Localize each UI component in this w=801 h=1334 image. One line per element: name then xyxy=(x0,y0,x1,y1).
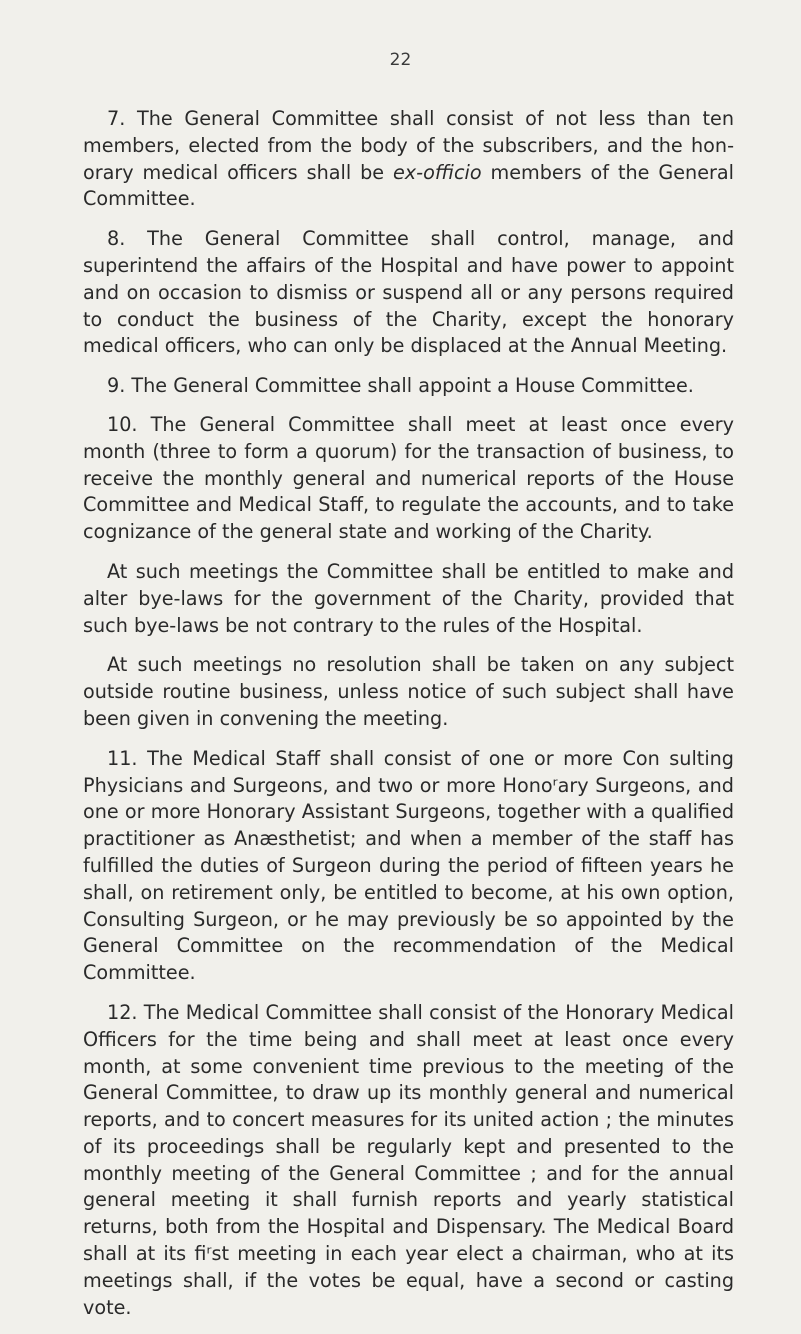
rule-9-paragraph: 9. The General Committee shall appoint a House Committee. xyxy=(107,374,694,398)
rule-10-bye-laws-paragraph: At such meetings the Committee shall be entitled to make and alter bye-laws for the government of the Charity, provided that such bye-laws be not contrary to the rules of the Hospital. xyxy=(83,559,734,637)
rule-12-paragraph: 12. The Medical Committee shall consist of the Honorary Medical Officers for the time being and shall meet at least once every month, at some convenient time previous to the meeting of the General Committee, to draw up its monthly general and numerical reports, and to concert measures for its united action ; the minutes of its proceedings shall be regularly kept and presented to the monthly meeting of the General Committee ; and for the annual general meeting it shall furnish reports and yearly statistical returns, both from the Hospital and Dispensary. The Medical Board shall at its fiʳst meeting in each year elect a chairman, who at its meetings shall, if the votes be equal, have a second or casting vote. xyxy=(83,1000,734,1319)
rule-11-paragraph: 11. The Medical Staff shall consist of one or more Con sulting Physicians and Surgeons, and two or more Honoʳary Surgeons, and one or more Honorary Assistant Surgeons, together with a qualified practitioner as Anæsthetist; and when a member of the staff has fulfilled the duties of Surgeon during the period of fifteen years he shall, on retirement only, be entitled to become, at his own option, Consulting Surgeon, or he may previously be so appointed by the General Committee on the recommendation of the Medical Committee. xyxy=(83,746,734,985)
rule-7-paragraph xyxy=(83,106,734,213)
rule-10-notice-paragraph: At such meetings no resolution shall be taken on any subject outside routine business, unless notice of such subject shall have been given in convening the meeting. xyxy=(83,653,734,730)
rule-8-paragraph: 8. The General Committee shall control, manage, and superintend the affairs of the Hospital and have power to appoint and on occasion to dismiss or suspend all or any persons required to conduct the business of the Charity, except the honorary medical officers, who can only be displaced at the Annual Meeting. xyxy=(83,227,734,358)
rule-10-paragraph: 10. The General Committee shall meet at least once every month (three to form a quorum) for the transaction of business, to receive the monthly general and numerical reports of the House Committee and Medical Staff, to regulate the accounts, and to take cognizance of the general state and working of the Charity. xyxy=(83,412,734,544)
rule-7-text-start: 7. The General Committee shall consist of not less than ten members, elected from the body of the subscribers, and the honorary medical officers shall be xyxy=(83,107,734,184)
rule-7-italic-term: ex-officio xyxy=(393,160,482,184)
rule-7-text-end: members of the General Committee. xyxy=(83,160,734,211)
rules-text xyxy=(83,106,734,1334)
page-number: 22 xyxy=(389,50,412,70)
